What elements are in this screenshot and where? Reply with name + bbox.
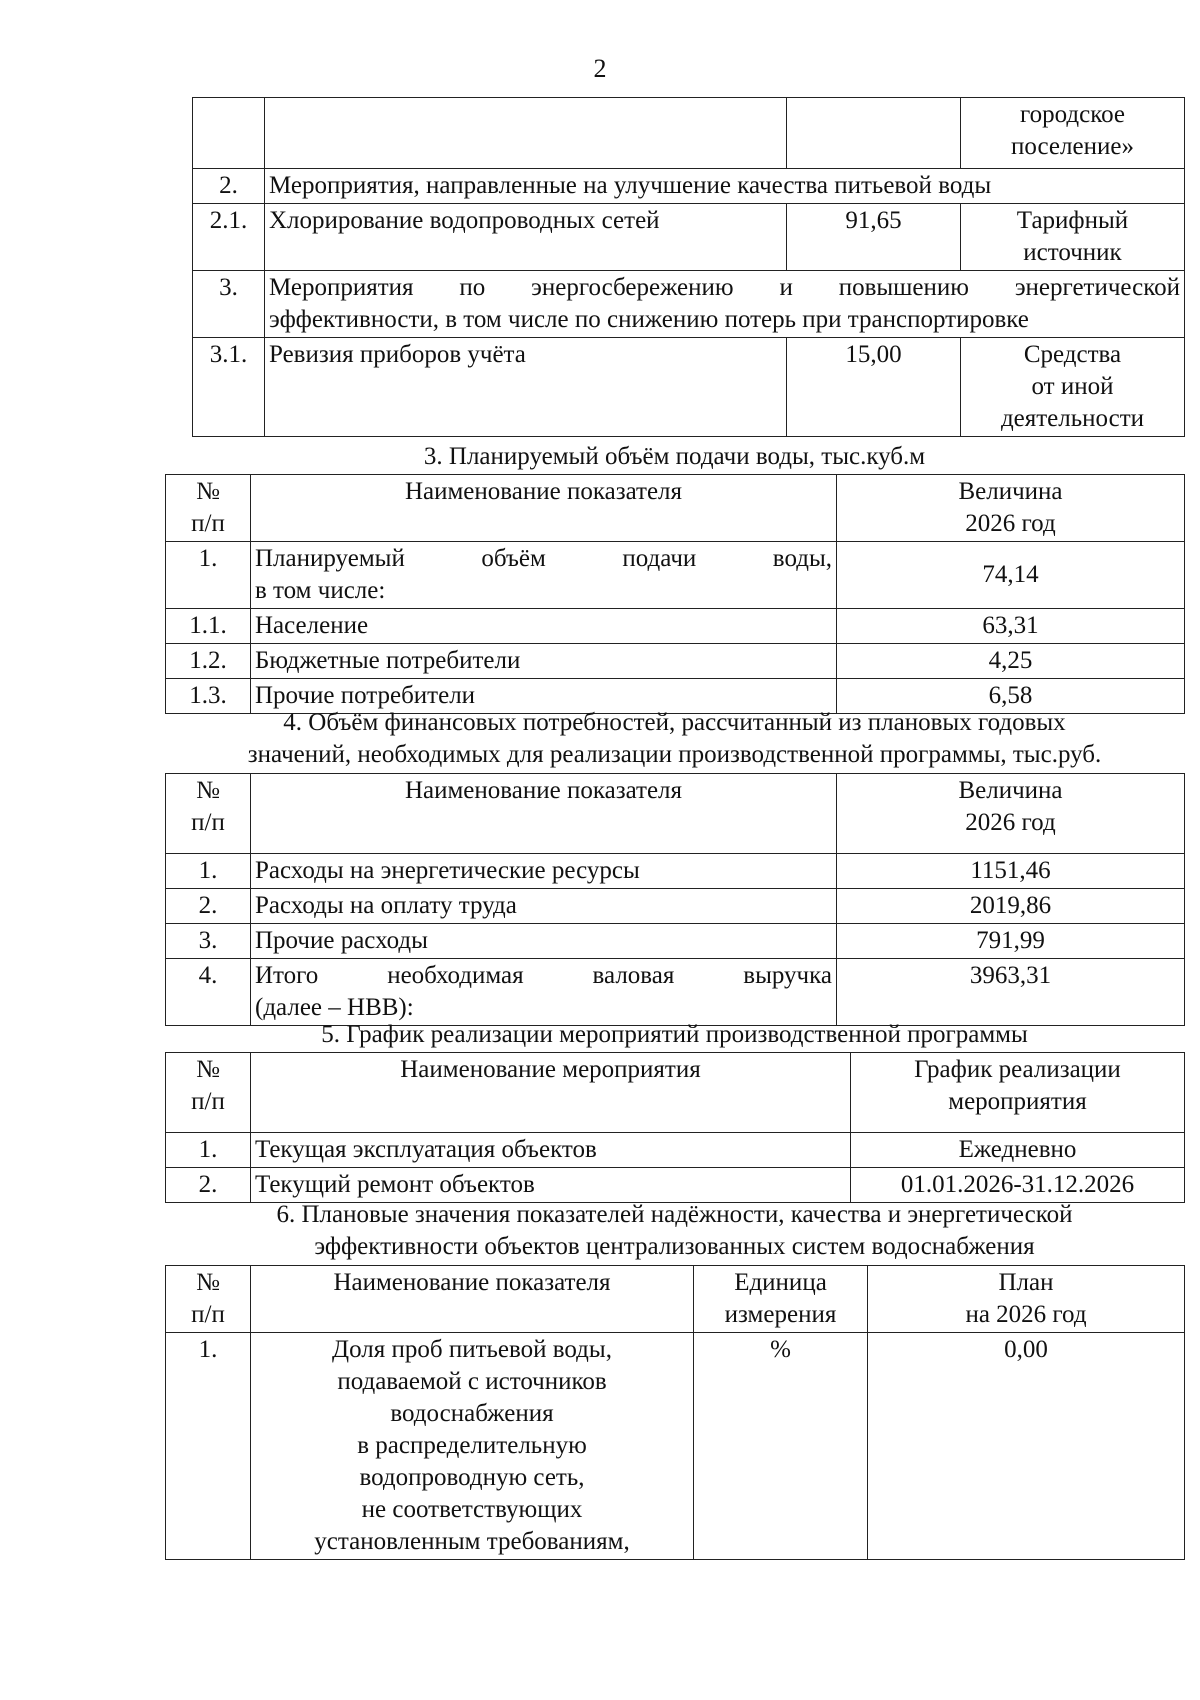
table-indicators [165,1265,1185,1560]
row-number: 2. [166,889,251,924]
section3-caption: 3. Планируемый объём подачи воды, тыс.куб.м [423,443,926,470]
activity-source: Средства от иной деятельности [961,338,1185,437]
table-row [166,542,1185,609]
table-financial-needs [165,773,1185,1026]
activity-name: Ревизия приборов учёта [265,338,787,437]
row-number: 1. [166,1333,251,1560]
row-number: 1.1. [166,609,251,644]
indicator-value: 4,25 [837,644,1185,679]
page-number: 2 [593,54,607,83]
table-header-row [166,774,1185,854]
table-row [193,169,1185,204]
section6-caption: 6. Плановые значения показателей надёжности, качества и энергетической эффективности объектов централизованных систем водоснабжения [276,1201,1073,1260]
table-row [166,1168,1185,1203]
table-row [166,609,1185,644]
header-name: Наименование мероприятия [251,1053,851,1133]
expense-value: 2019,86 [837,889,1185,924]
source-cell: городское поселение» [961,98,1185,169]
header-number: № п/п [166,1266,251,1333]
expense-value: 1151,46 [837,854,1185,889]
expense-name: Итого необходимая валовая выручка (далее – НВВ): [251,959,837,1026]
activity-value: 91,65 [787,204,961,271]
indicator-value: 74,14 [837,542,1185,609]
header-schedule: График реализации мероприятия [851,1053,1185,1133]
table-row [193,338,1185,437]
section-heading-cell: Мероприятия, направленные на улучшение качества питьевой воды [265,169,1185,204]
activity-source: Тарифный источник [961,204,1185,271]
row-number: 3. [166,924,251,959]
table-row [166,889,1185,924]
section5-caption: 5. График реализации мероприятий производственной программы [321,1021,1028,1048]
expense-name: Расходы на оплату труда [251,889,837,924]
table-schedule [165,1052,1185,1203]
activity-value: 15,00 [787,338,961,437]
row-number: 1. [166,542,251,609]
table-header-row [166,1053,1185,1133]
row-number: 1. [166,854,251,889]
header-value: Величина 2026 год [837,475,1185,542]
header-number: № п/п [166,1053,251,1133]
schedule-value: 01.01.2026-31.12.2026 [851,1168,1185,1203]
table-row [193,98,1185,169]
row-number: 3.1. [193,338,265,437]
header-number: № п/п [166,774,251,854]
activity-name: Хлорирование водопроводных сетей [265,204,787,271]
row-number: 4. [166,959,251,1026]
indicator-name: Доля проб питьевой воды, подаваемой с источников водоснабжения в распределительную водопроводную сеть, не соответствующих установленным требованиям, [251,1333,694,1560]
indicator-value: 6,58 [837,679,1185,714]
table-row [166,854,1185,889]
section-heading-cell [265,271,1185,338]
header-value: Величина 2026 год [837,774,1185,854]
table-water-volume [165,474,1185,714]
indicator-plan: 0,00 [868,1333,1185,1560]
table-row [166,1333,1185,1560]
row-number: 2. [166,1168,251,1203]
heading-line: эффективности, в том числе по снижению потерь при транспортировке [269,306,1029,333]
table-header-row [166,1266,1185,1333]
schedule-value: Ежедневно [851,1133,1185,1168]
table-row [166,924,1185,959]
row-number: 3. [193,271,265,338]
heading-line: Мероприятия по энергосбережению и повышению энергетической [269,274,1180,301]
indicator-unit: % [694,1333,868,1560]
table-top-activities [192,97,1185,437]
header-name: Наименование показателя [251,1266,694,1333]
table-row [166,959,1185,1026]
indicator-name: Бюджетные потребители [251,644,837,679]
row-number: 2.1. [193,204,265,271]
activity-name: Текущая эксплуатация объектов [251,1133,851,1168]
table-row [193,204,1185,271]
expense-name: Прочие расходы [251,924,837,959]
expense-name: Расходы на энергетические ресурсы [251,854,837,889]
table-row [166,1133,1185,1168]
section4-caption: 4. Объём финансовых потребностей, рассчитанный из плановых годовых значений, необходимых для реализации производственной программы, тыс.руб. [247,709,1102,768]
header-name: Наименование показателя [251,475,837,542]
indicator-name: Планируемый объём подачи воды, в том числе: [251,542,837,609]
table-header-row [166,475,1185,542]
table-row [166,644,1185,679]
header-number: № п/п [166,475,251,542]
expense-value: 3963,31 [837,959,1185,1026]
indicator-name: Прочие потребители [251,679,837,714]
header-unit: Единица измерения [694,1266,868,1333]
expense-value: 791,99 [837,924,1185,959]
row-number: 1.2. [166,644,251,679]
row-number: 1. [166,1133,251,1168]
row-number: 2. [193,169,265,204]
indicator-name: Население [251,609,837,644]
indicator-value: 63,31 [837,609,1185,644]
activity-name: Текущий ремонт объектов [251,1168,851,1203]
header-name: Наименование показателя [251,774,837,854]
header-plan: План на 2026 год [868,1266,1185,1333]
table-row [193,271,1185,338]
row-number: 1.3. [166,679,251,714]
